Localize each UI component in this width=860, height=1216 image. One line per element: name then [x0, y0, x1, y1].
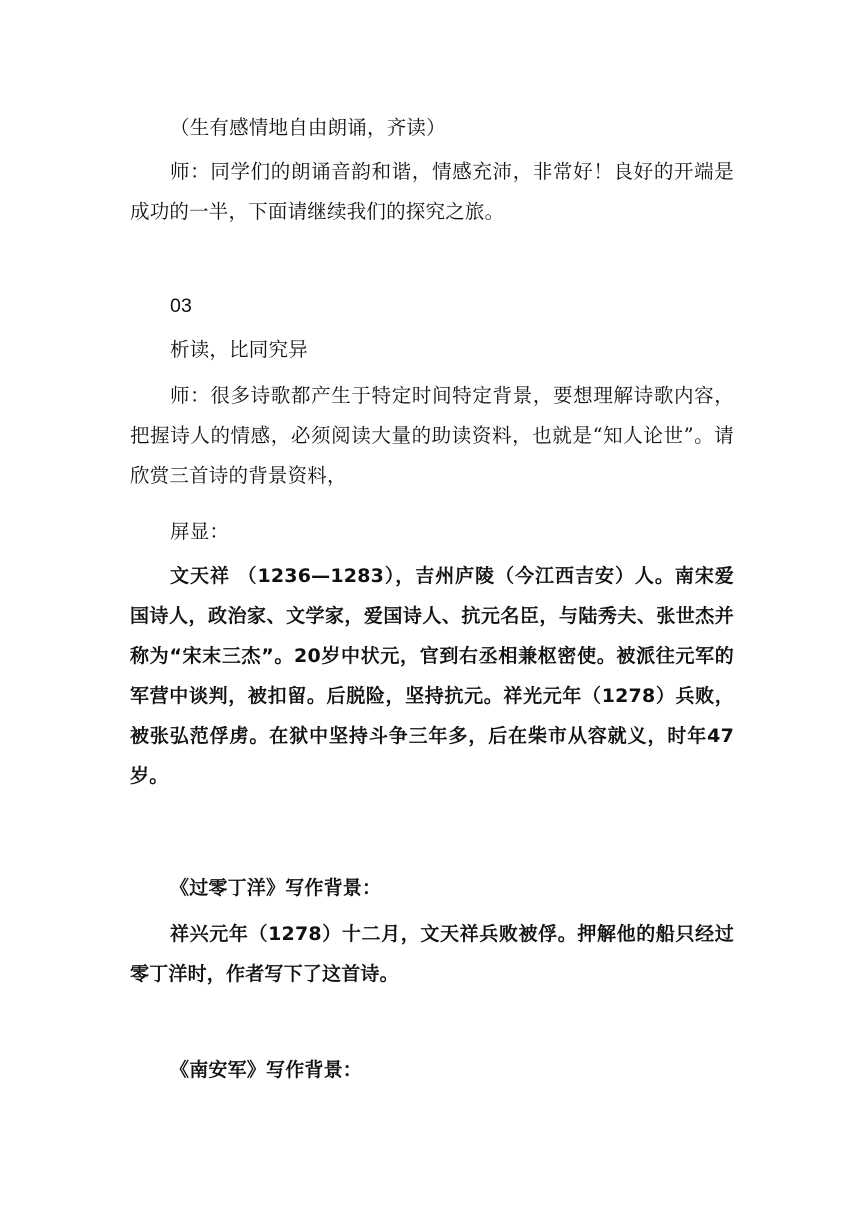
teacher-praise-paragraph: 师：同学们的朗诵音韵和谐，情感充沛，非常好！良好的开端是成功的一半，下面请继续我们的探究之旅。: [130, 160, 734, 223]
poem1-background-text: 祥兴元年（1278）十二月，文天祥兵败被俘。押解他的船只经过零丁洋时，作者写下了这首诗。: [130, 923, 734, 985]
poem2-background-heading: 《南安军》写作背景：: [170, 1059, 363, 1081]
poem1-background-heading: 《过零丁洋》写作背景：: [170, 877, 382, 899]
stage-direction-reading: （生有感情地自由朗诵，齐读）: [170, 116, 446, 139]
wen-tianxiang-bio: 文天祥 （1236—1283），吉州庐陵（今江西吉安）人。南宋爱国诗人，政治家、文学家，爱国诗人、抗元名臣，与陆秀夫、张世杰并称为“宋末三杰”。20岁中状元，官到右丞相兼枢密使。被派往元军的军营中谈判，被扣留。后脱险，坚持抗元。祥光元年（1278）兵败，被张弘范俘虏。在狱中坚持斗争三年多，后在柴市从容就义，时年47岁。: [130, 565, 734, 787]
screen-display-label: 屏显：: [170, 520, 230, 543]
section-number: 03: [170, 295, 193, 317]
section-heading: 析读，比同究异: [170, 338, 308, 361]
teacher-background-paragraph: 师：很多诗歌都产生于特定时间特定背景，要想理解诗歌内容，把握诗人的情感，必须阅读大量的助读资料，也就是“知人论世”。请欣赏三首诗的背景资料，: [130, 384, 734, 487]
